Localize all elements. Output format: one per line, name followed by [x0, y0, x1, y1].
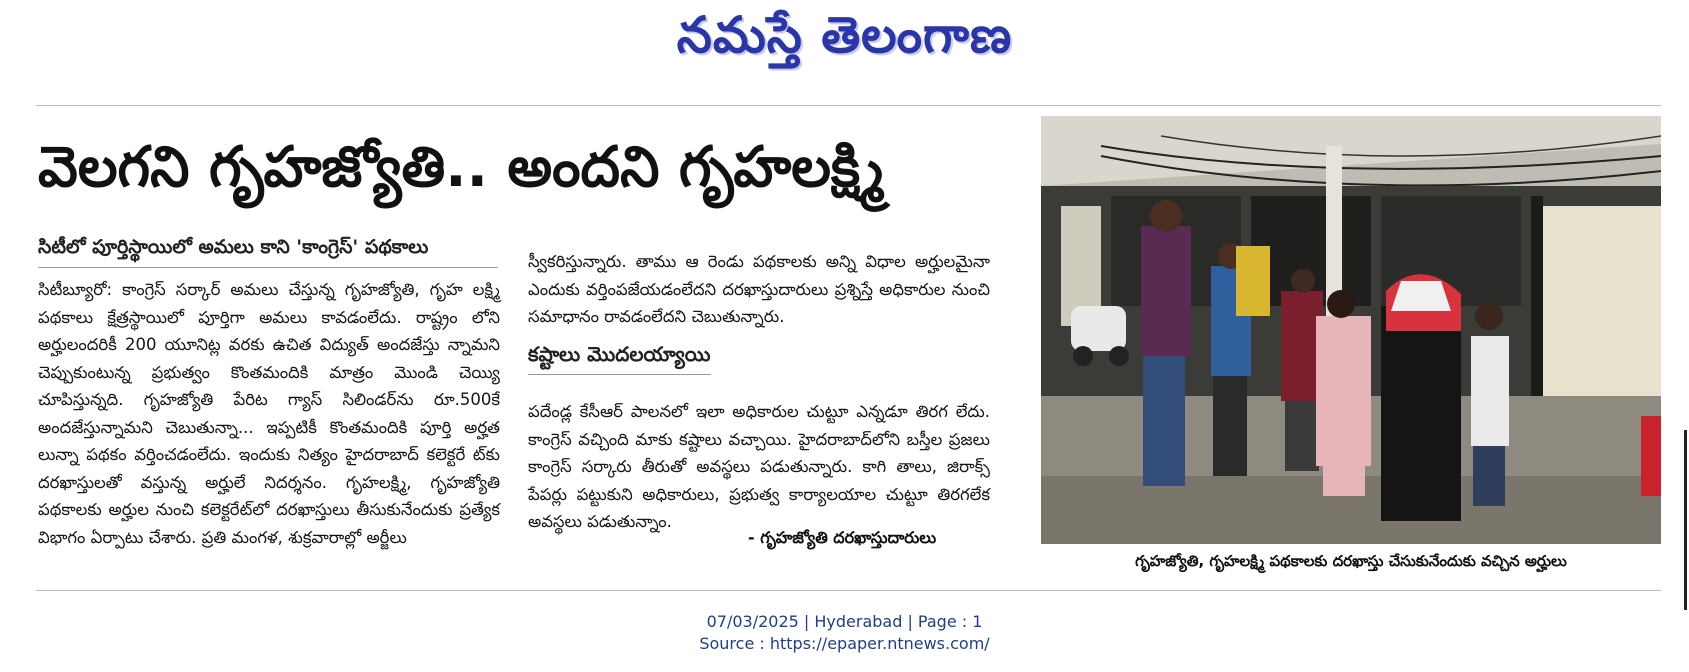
photo-caption: గృహజ్యోతి, గృహలక్ష్మి పథకాలకు దరఖాస్తు చేసుకునేందుకు వచ్చిన అర్హులు — [1135, 552, 1567, 570]
footer-source: Source : https://epaper.ntnews.com/ — [699, 634, 990, 653]
article-column-2-quote: పదేండ్ల కేసీఆర్ పాలనలో ఇలా అధికారుల చుట్టూ ఎన్నడూ తిరగ లేదు. కాంగ్రెస్ వచ్చింది మాకు కష్టాలు వచ్చాయి. హైదరాబాద్‌లోని బస్తీల ప్రజలు కాంగ్రెస్ సర్కారు తీరుతో అవస్థలు పడుతున్నారు. కాగి తాలు, జిరాక్స్ పేపర్లు పట్టుకుని అధికారులు, ప్రభుత్వ కార్యాలయాల చుట్టూ తిరగలేక అవస్థలు పడుతున్నాం. — [528, 402, 990, 531]
masthead-logo: నమస్తే తెలంగాణ — [676, 6, 1013, 64]
article-column-1: సిటీబ్యూరో: కాంగ్రెస్ సర్కార్ అమలు చేస్తున్న గృహజ్యోతి, గృహ లక్ష్మి పథకాలు క్షేత్రస్థాయిలో పూర్తిగా అమలు కావడంలేదు. రాష్ట్రం లోని అర్హులందరికీ 200 యూనిట్ల వరకు ఉచిత విద్యుత్ అందజేస్తు న్నామని చెప్పుకుంటున్న ప్రభుత్వం కొంతమందికి మాత్రం మొండి చెయ్యి చూపిస్తున్నది. గృహజ్యోతి పేరిట గ్యాస్ సిలిండర్‌ను రూ.500కే అందజేస్తున్నామని చెబుతున్నా... ఇప్పటికీ కొంతమందికి పూర్తి అర్హత లున్నా పథకం వర్తించడంలేదు. ఇందుకు నిత్యం హైదరాబాద్ కలెక్టరే ట్‌కు దరఖాస్తులతో వస్తున్న అర్హులే నిదర్శనం. గృహలక్ష్మి, గృహజ్యోతి పథకాలకు అర్హుల నుంచి కలెక్టరేట్‌లో దరఖాస్తులు తీసుకునేందుకు ప్రత్యేక విభాగం ఏర్పాటు చేశారు. ప్రతి మంగళ, శుక్రవారాల్లో అర్జీలు — [38, 280, 500, 547]
subheadline: సిటీలో పూర్తిస్థాయిలో అమలు కాని 'కాంగ్రెస్' పథకాలు — [38, 236, 498, 268]
top-divider — [36, 105, 1661, 106]
footer-date-page: 07/03/2025 | Hyderabad | Page : 1 — [706, 612, 983, 631]
edge-bar — [1684, 430, 1687, 610]
quote-byline: - గృహజ్యోతి దరఖాస్తుదారులు — [748, 528, 937, 547]
bottom-divider — [36, 590, 1661, 591]
headline: వెలగని గృహజ్యోతి.. అందని గృహలక్ష్మి — [38, 135, 884, 200]
section-heading: కష్టాలు మొదలయ్యాయి — [528, 342, 711, 375]
news-photo — [1041, 116, 1661, 544]
article-column-2: స్వీకరిస్తున్నారు. తాము ఆ రెండు పథకాలకు అన్ని విధాల అర్హులమైనా ఎందుకు వర్తింపజేయడంలేదని దరఖాస్తుదారులు ప్రశ్నిస్తే అధికారుల నుంచి సమాధానం రావడంలేదని చెబుతున్నారు. — [528, 252, 990, 326]
